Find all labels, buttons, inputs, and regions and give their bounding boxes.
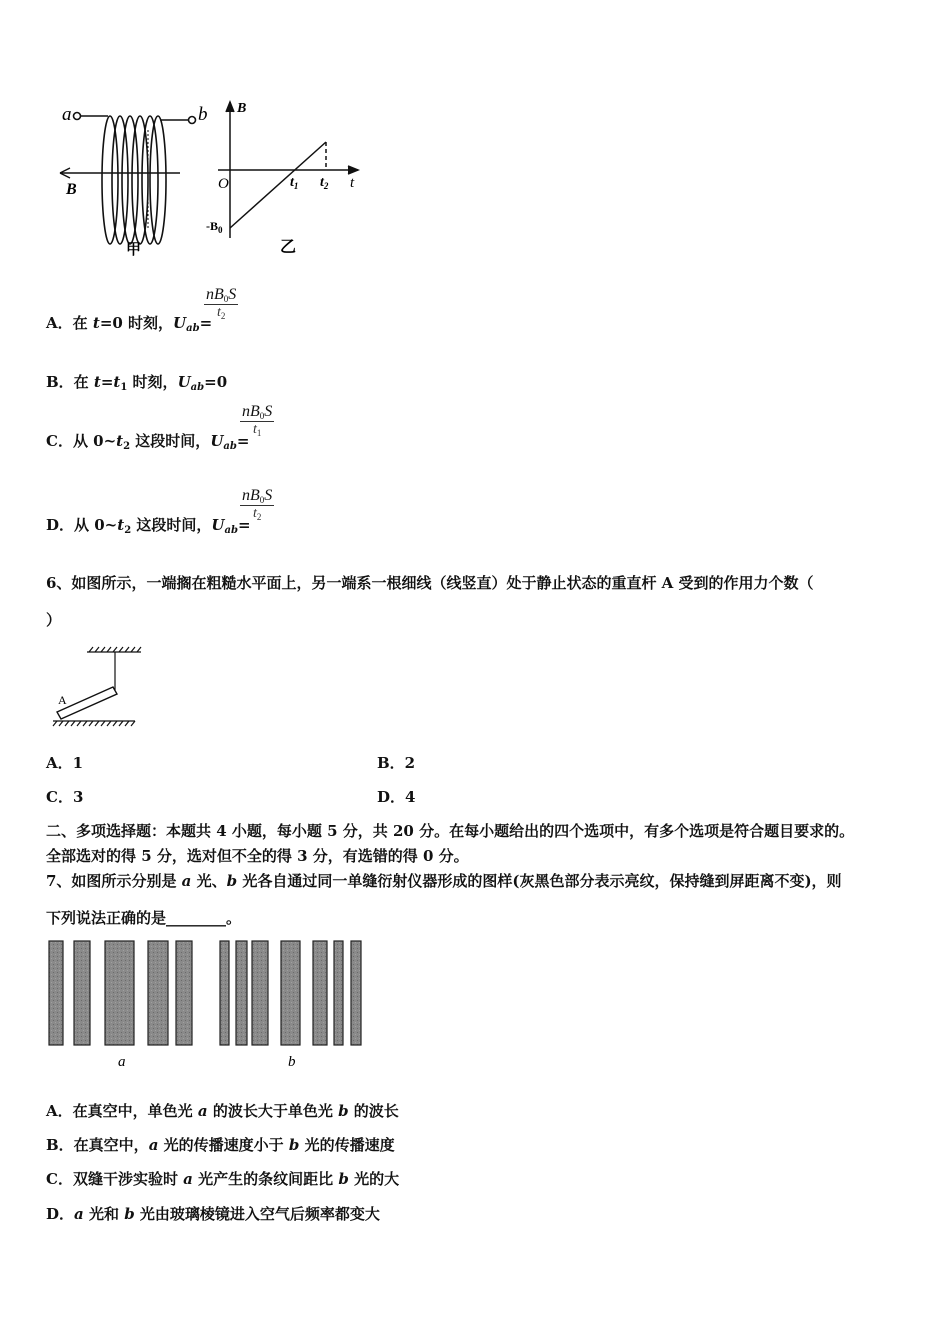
option-text: 光和 [83, 1205, 125, 1223]
coil-label-b: b [198, 104, 208, 125]
graph-label-yi: 乙 [280, 239, 297, 256]
var-u: U [211, 516, 225, 534]
var-a: a [148, 1136, 159, 1154]
var-a: a [181, 872, 192, 890]
option-text: B．在 [46, 373, 94, 391]
var-a: a [74, 1205, 84, 1223]
fringe-b-6 [334, 941, 343, 1045]
option-text: B．在真空中， [46, 1136, 149, 1154]
q5-option-d[interactable] [46, 514, 251, 536]
var-b: b [338, 1102, 349, 1120]
q6-option-c[interactable]: C．3 [46, 788, 84, 806]
stem-text: 光、 [191, 872, 227, 890]
coil-figure [60, 113, 196, 245]
graph-axis-B: B [237, 101, 247, 116]
q6-rod-figure [45, 644, 145, 734]
q6-option-d[interactable]: D．4 [377, 788, 416, 806]
var-u-sub: ab [223, 441, 237, 452]
equals: = [237, 516, 251, 534]
option-text: 光的大 [348, 1170, 400, 1188]
var-t: t [92, 314, 100, 332]
q7-fig-label-a: a [118, 1054, 126, 1070]
stem-text: 7、如图所示分别是 [46, 872, 182, 890]
coil-and-graph-figure [40, 90, 380, 265]
fringe-a-3 [105, 941, 134, 1045]
var-t: t [117, 516, 125, 534]
var-sub: 2 [123, 441, 131, 452]
var-t: t [93, 373, 101, 391]
b-t-graph [218, 102, 358, 238]
var-u: U [210, 432, 224, 450]
var-u-sub: ab [224, 525, 238, 536]
q5-option-a-fraction: $\frac{nB0S}{t_2}$ [206, 286, 237, 321]
q7-option-d[interactable] [46, 1203, 380, 1224]
option-text: A．在真空中，单色光 [46, 1102, 198, 1120]
option-text: 的波长 [348, 1102, 399, 1120]
q7-diffraction-figure [45, 936, 370, 1071]
option-text: 光的传播速度 [299, 1136, 395, 1154]
q6-option-a[interactable]: A．1 [46, 754, 84, 772]
graph-origin: O [218, 176, 229, 192]
var-t: t [113, 373, 121, 391]
option-text: 这段时间， [130, 432, 211, 450]
var-b: b [124, 1205, 135, 1223]
q7-fig-label-b: b [288, 1054, 296, 1070]
var-sub: 1 [120, 382, 128, 393]
option-text: D． [46, 1205, 75, 1223]
q5-option-a[interactable] [46, 312, 212, 334]
option-text: C．从 0~ [46, 432, 117, 450]
var-u-sub: ab [186, 323, 200, 334]
option-text: C．双缝干涉实验时 [46, 1170, 184, 1188]
q7-option-a[interactable] [46, 1100, 399, 1121]
coil-label-B: B [66, 181, 77, 198]
fringe-a-5 [176, 941, 192, 1045]
fringe-b-4 [281, 941, 300, 1045]
var-t: t [116, 432, 124, 450]
q5-option-d-fraction: $\frac{nB0S}{t_2}$ [242, 487, 273, 522]
q7-stem-line2: 下列说法正确的是________。 [46, 909, 242, 927]
section2-instructions-line2: 全部选对的得 5 分，选对但不全的得 3 分，有选错的得 0 分。 [46, 847, 469, 865]
option-text: =0 时刻， [99, 314, 174, 332]
fringe-a-2 [74, 941, 90, 1045]
graph-neg-B0: $-B_0$ [206, 219, 223, 235]
fringe-b-1 [220, 941, 229, 1045]
graph-t2: $t_2$ [320, 175, 329, 191]
fringe-b-5 [313, 941, 327, 1045]
option-text: 的波长大于单色光 [207, 1102, 339, 1120]
option-text: 光的传播速度小于 [158, 1136, 289, 1154]
stem-text: 光各自通过同一单缝衍射仪器形成的图样(灰黑色部分表示亮纹，保持缝到屏距离不变)，则 [237, 872, 842, 890]
option-text: 这段时间， [131, 516, 212, 534]
var-u: U [177, 373, 191, 391]
var-sub: 2 [124, 525, 132, 536]
section2-instructions-line1: 二、多项选择题：本题共 4 小题，每小题 5 分，共 20 分。在每小题给出的四个选项中，有多个选项是符合题目要求的。 [46, 822, 855, 840]
var-u: U [173, 314, 187, 332]
q5-option-c[interactable] [46, 430, 249, 452]
q5-option-b[interactable] [46, 371, 227, 393]
fringe-b-2 [236, 941, 247, 1045]
equals: = [100, 373, 114, 391]
var-u-sub: ab [190, 382, 205, 393]
equals: = [236, 432, 250, 450]
fringe-a-1 [49, 941, 63, 1045]
option-text: A．在 [46, 314, 93, 332]
var-a: a [183, 1170, 193, 1188]
q7-option-c[interactable] [46, 1168, 399, 1189]
q6-option-b[interactable]: B．2 [377, 754, 416, 772]
q6-stem-end: ） [46, 611, 62, 629]
q6-rod-label: A [58, 693, 67, 707]
graph-axis-t: t [350, 175, 355, 191]
var-b: b [226, 872, 238, 890]
coil-label-jia: 甲 [126, 242, 142, 258]
option-text: 时刻， [127, 373, 178, 391]
fringe-a-4 [148, 941, 168, 1045]
q5-option-c-fraction: $\frac{nB0S}{t_1}$ [242, 403, 273, 438]
q6-stem: 6、如图所示，一端搁在粗糙水平面上，另一端系一根细线（线竖直）处于静止状态的重直杆 A 受到的作用力个数（ [46, 574, 814, 592]
q7-stem [46, 870, 842, 891]
fringe-b-3 [252, 941, 268, 1045]
graph-t1: $t_1$ [290, 175, 299, 191]
var-b: b [288, 1136, 300, 1154]
var-b: b [338, 1170, 349, 1188]
var-a: a [197, 1102, 208, 1120]
option-text: 光产生的条纹间距比 [192, 1170, 339, 1188]
fringe-b-7 [351, 941, 361, 1045]
coil-label-a: a [62, 104, 72, 125]
option-text: D．从 0~ [46, 516, 118, 534]
equals: = [199, 314, 213, 332]
q7-option-b[interactable] [46, 1134, 395, 1155]
option-text: 光由玻璃棱镜进入空气后频率都变大 [134, 1205, 380, 1223]
option-text: =0 [204, 373, 228, 391]
